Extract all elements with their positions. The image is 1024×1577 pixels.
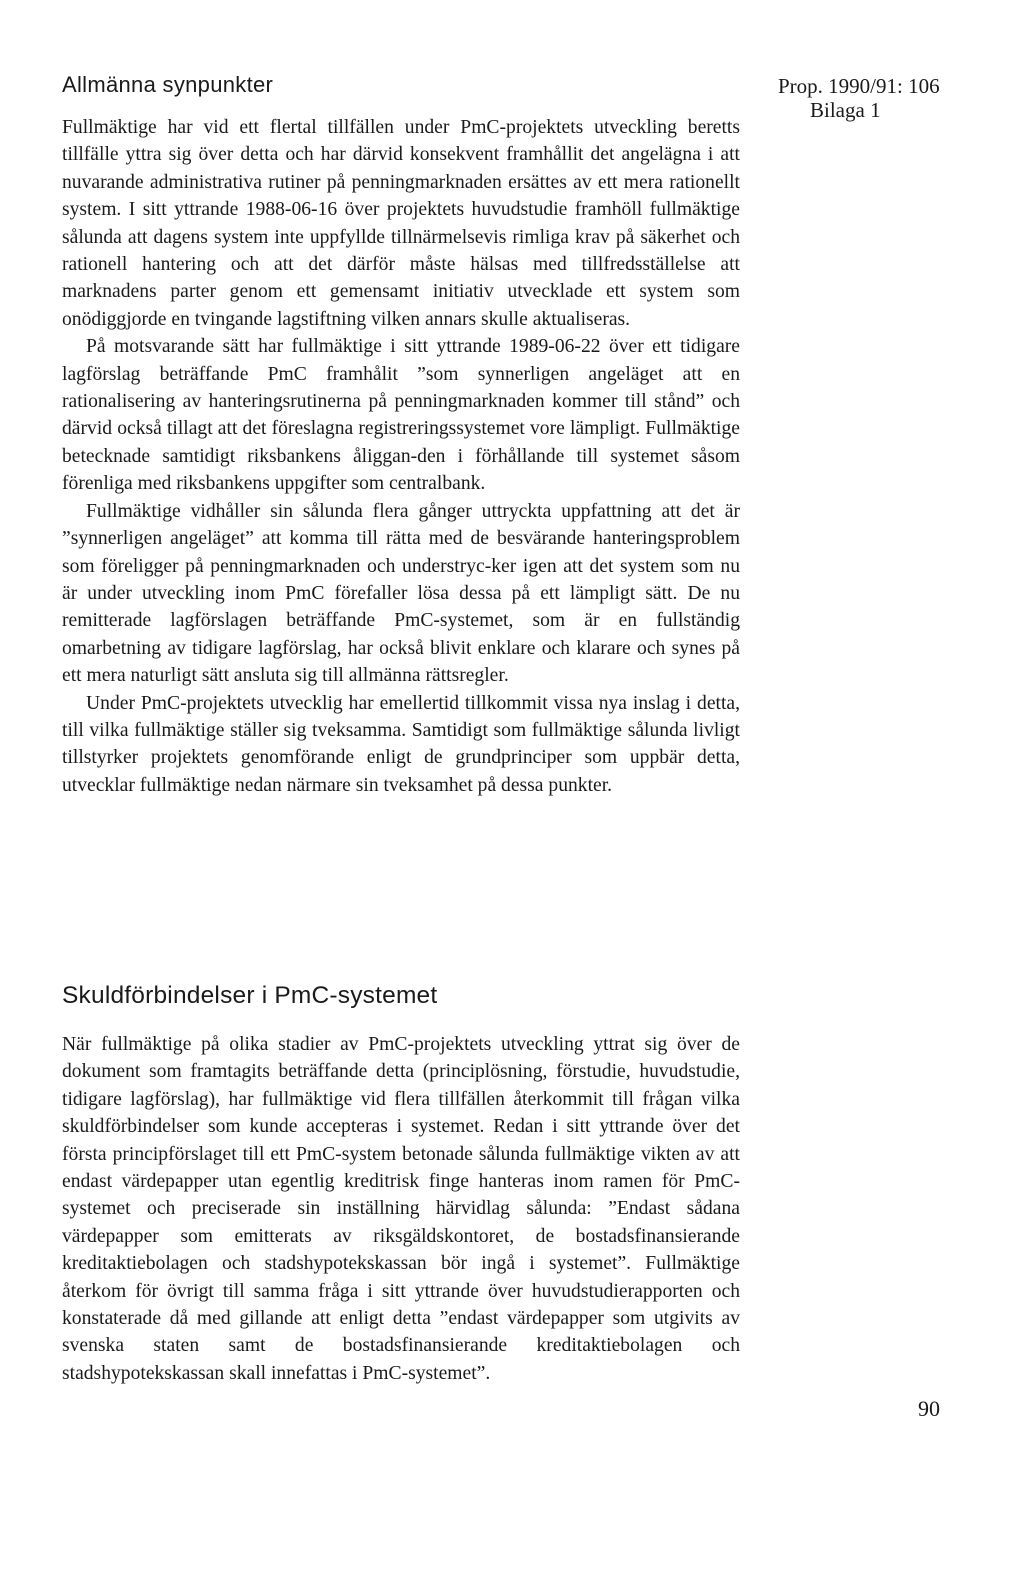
paragraph: Fullmäktige har vid ett flertal tillfällen under PmC-projektets utveckling beretts tillfälle yttra sig över detta och har därvid konsekvent framhållit det angelägna i att nuvarande administrativa rutiner på penningmarknaden ersättes av ett mera rationellt system. I sitt yttrande 1988-06-16 över projektets huvudstudie framhöll fullmäktige sålunda att dagens system inte uppfyllde tillnärmelsevis rimliga krav på säkerhet och rationell hantering och att det därför måste hälsas med tillfredsställelse att marknadens parter genom ett gemensamt initiativ utvecklade ett system som onödiggjorde en tvingande lagstiftning vilken annars skulle aktualiseras. xyxy=(62,117,740,330)
paragraph: Fullmäktige vidhåller sin sålunda flera gånger uttryckta uppfattning att det är ”synnerligen angeläget” att komma till rätta med de besvärande hanteringsproblem som föreligger på penningmarknaden och understryc-ker igen att det system som nu är under utveckling inom PmC förefaller lösa dessa på ett lämpligt sätt. De nu remitterade lagförslagen beträffande PmC-systemet, som är en fullständig omarbetning av tidigare lagförslag, har också blivit enklare och klarare och synes på ett mera naturligt sätt ansluta sig till allmänna rättsregler. xyxy=(62,500,740,687)
section-heading: Skuldförbindelser i PmC-systemet xyxy=(62,982,438,1009)
paragraph: På motsvarande sätt har fullmäktige i sitt yttrande 1989-06-22 över ett tidigare lagförslag beträffande PmC framhålit ”som synnerligen angeläget att en rationalisering av hanteringsrutinerna på penningmarknaden kommer till stånd” och därvid också tillagt att det föreslagna registreringssystemet vore lämpligt. Fullmäktige betecknade samtidigt riksbankens åliggan-den i förhållande till systemet såsom förenliga med riksbankens uppgifter som centralbank. xyxy=(62,336,740,495)
prop-number: Prop. 1990/91: 106 xyxy=(778,74,940,98)
bilaga-label: Bilaga 1 xyxy=(810,98,881,122)
section-one-body xyxy=(62,114,740,799)
page-number: 90 xyxy=(918,1396,940,1421)
paragraph: Under PmC-projektets utvecklig har emellertid tillkommit vissa nya inslag i detta, till vilka fullmäktige ställer sig tveksamma. Samtidigt som fullmäktige sålunda livligt tillstyrker projektets genomförande enligt de grundprinciper som uppbär detta, utvecklar fullmäktige nedan närmare sin tveksamhet på dessa punkter. xyxy=(62,692,740,796)
section-two-body xyxy=(62,1031,740,1387)
proposition-reference xyxy=(778,74,940,122)
section-title: Allmänna synpunkter xyxy=(62,72,274,97)
paragraph: När fullmäktige på olika stadier av PmC-projektets utveckling yttrat sig över de dokument som framtagits beträffande detta (principlösning, förstudie, huvudstudie, tidigare lagförslag), har fullmäktige vid flera tillfällen återkommit till frågan vilka skuldförbindelser som kunde accepteras i systemet. Redan i sitt yttrande över det första principförslaget till ett PmC-system betonade sålunda fullmäktige vikten av att endast värdepapper utan egentlig kreditrisk finge hanteras inom ramen för PmC-systemet och preciserade sin inställning härvidlag sålunda: ”Endast sådana värdepapper som emitterats av riksgäldskontoret, de bostadsfinansierande kreditaktiebolagen och stadshypotekskassan bör ingå i systemet”. Fullmäktige återkom för övrigt till samma fråga i sitt yttrande över huvudstudierapporten och konstaterade då med gillande att enligt detta ”endast värdepapper som utgivits av svenska staten samt de bostadsfinansierande kreditaktiebolagen och stadshypotekskassan skall innefattas i PmC-systemet”. xyxy=(62,1034,740,1384)
